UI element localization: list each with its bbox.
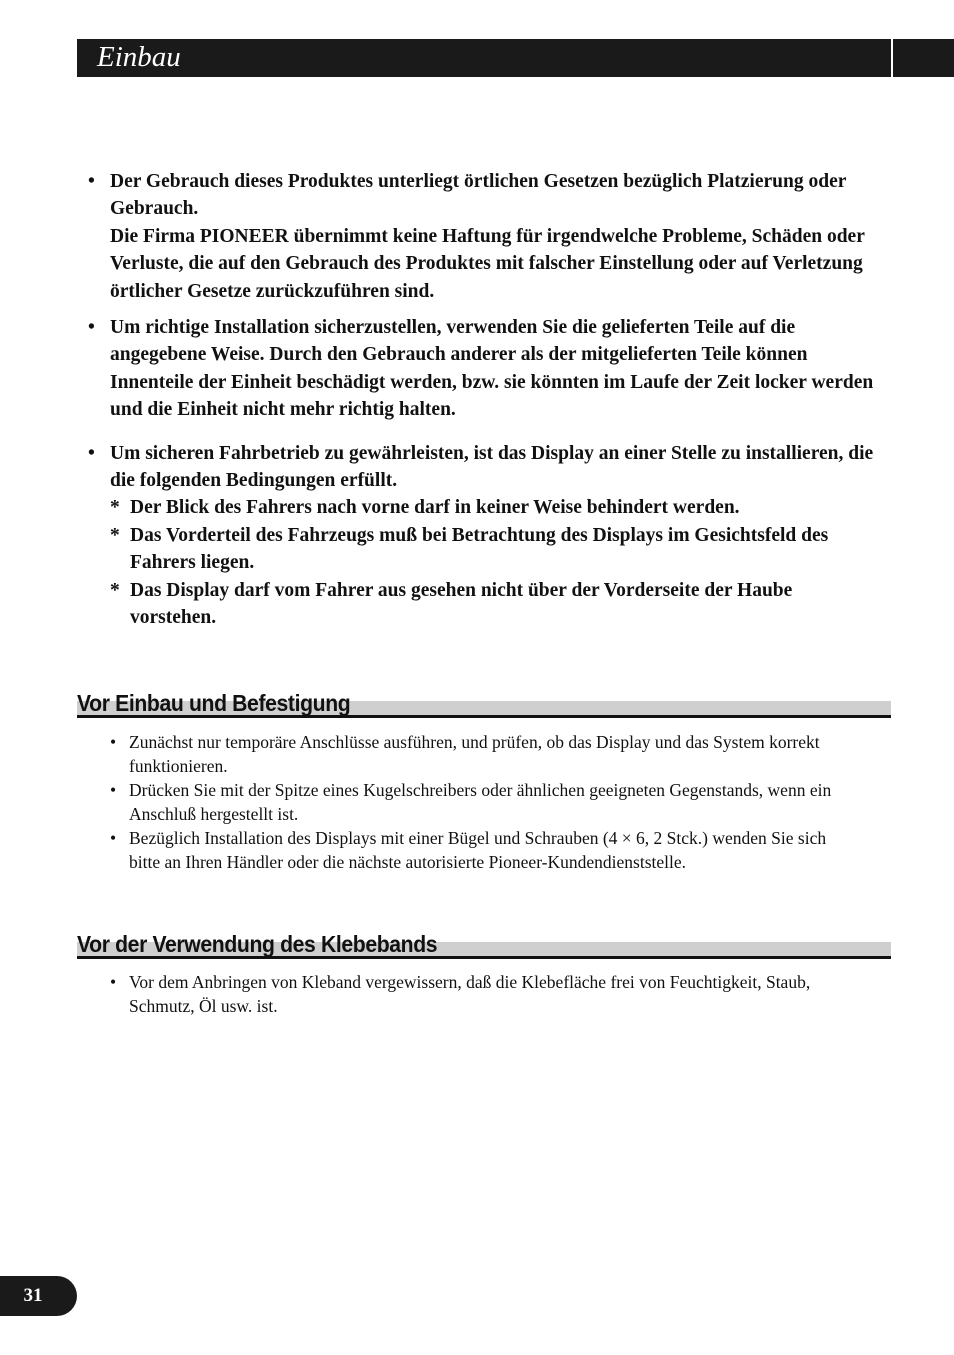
warnings-list [88, 168, 878, 632]
warning-text: Um sicheren Fahrbetrieb zu gewährleisten, ist das Display an einer Stelle zu installieren, die die folgenden Bedingungen erfüllt. [110, 442, 874, 492]
note-text: Bezüglich Installation des Displays mit einer Bügel und Schrauben (4 × 6, 2 Stck.) wenden Sie sich bitte an Ihren Händler oder die nächste autorisierte Pioneer-Kundendienststelle. [129, 827, 827, 872]
page-number-badge [0, 1276, 77, 1316]
bullet-icon: • [88, 442, 95, 464]
section-title: Vor der Verwendung des Klebebands [77, 931, 438, 957]
condition-text: Der Blick des Fahrers nach vorne darf in keiner Weise behindert werden. [130, 497, 740, 519]
warning-item [88, 314, 878, 424]
section-notes-klebeband [108, 971, 848, 1019]
chapter-header-bar [77, 39, 954, 77]
chapter-title: Einbau [97, 41, 181, 73]
section-notes-vor-einbau [108, 731, 848, 874]
note-text: Vor dem Anbringen von Kleband vergewissern, daß die Klebefläche frei von Feuchtigkeit, Staub, Schmutz, Öl usw. ist. [129, 972, 811, 1016]
note-item [108, 779, 848, 827]
condition-text: Das Vorderteil des Fahrzeugs muß bei Betrachtung des Displays im Gesichtsfeld des Fahrers liegen. [130, 524, 829, 574]
condition-item [110, 522, 878, 577]
header-divider [891, 39, 893, 77]
warning-item [88, 168, 878, 305]
bullet-icon: • [110, 732, 117, 752]
note-item [108, 827, 848, 875]
note-item [108, 731, 848, 779]
bullet-icon: • [88, 171, 95, 192]
section-heading-klebeband [77, 931, 891, 961]
condition-text: Das Display darf vom Fahrer aus gesehen nicht über der Vorderseite der Haube vorstehen. [130, 579, 793, 629]
asterisk-icon: * [110, 579, 120, 601]
section-title: Vor Einbau und Befestigung [77, 690, 351, 716]
condition-item [110, 577, 878, 632]
note-item [108, 971, 848, 1019]
asterisk-icon: * [110, 497, 120, 519]
asterisk-icon: * [110, 524, 120, 546]
note-text: Zunächst nur temporäre Anschlüsse ausführen, und prüfen, ob das Display und das System korrekt funktionieren. [129, 732, 820, 776]
note-text: Drücken Sie mit der Spitze eines Kugelschreibers oder ähnlichen geeigneten Gegenstands, wenn ein Anschluß hergestellt ist. [129, 779, 832, 824]
bullet-icon: • [110, 972, 117, 992]
warning-item [88, 440, 878, 632]
section-heading-vor-einbau [77, 690, 891, 720]
warning-text: Die Firma PIONEER übernimmt keine Haftung für irgendwelche Probleme, Schäden oder Verluste, die auf den Gebrauch des Produktes mit falscher Einstellung oder auf Verletzung örtlicher Gesetze zurückzuführen sind. [110, 225, 865, 302]
bullet-icon: • [110, 779, 117, 800]
condition-item [110, 494, 878, 521]
warning-text: Um richtige Installation sicherzustellen, verwenden Sie die gelieferten Teile auf die angegebene Weise. Durch den Gebrauch anderer als der mitgelieferten Teile können Innenteile der Einheit beschädigt werden, bzw. sie könnten im Laufe der Zeit locker werden und die Einheit nicht mehr richtig halten. [110, 317, 874, 421]
bullet-icon: • [110, 827, 117, 848]
warning-text: Der Gebrauch dieses Produktes unterliegt örtlichen Gesetzen bezüglich Platzierung oder Gebrauch. [110, 171, 847, 220]
page-number: 31 [23, 1285, 43, 1306]
bullet-icon: • [88, 317, 95, 339]
